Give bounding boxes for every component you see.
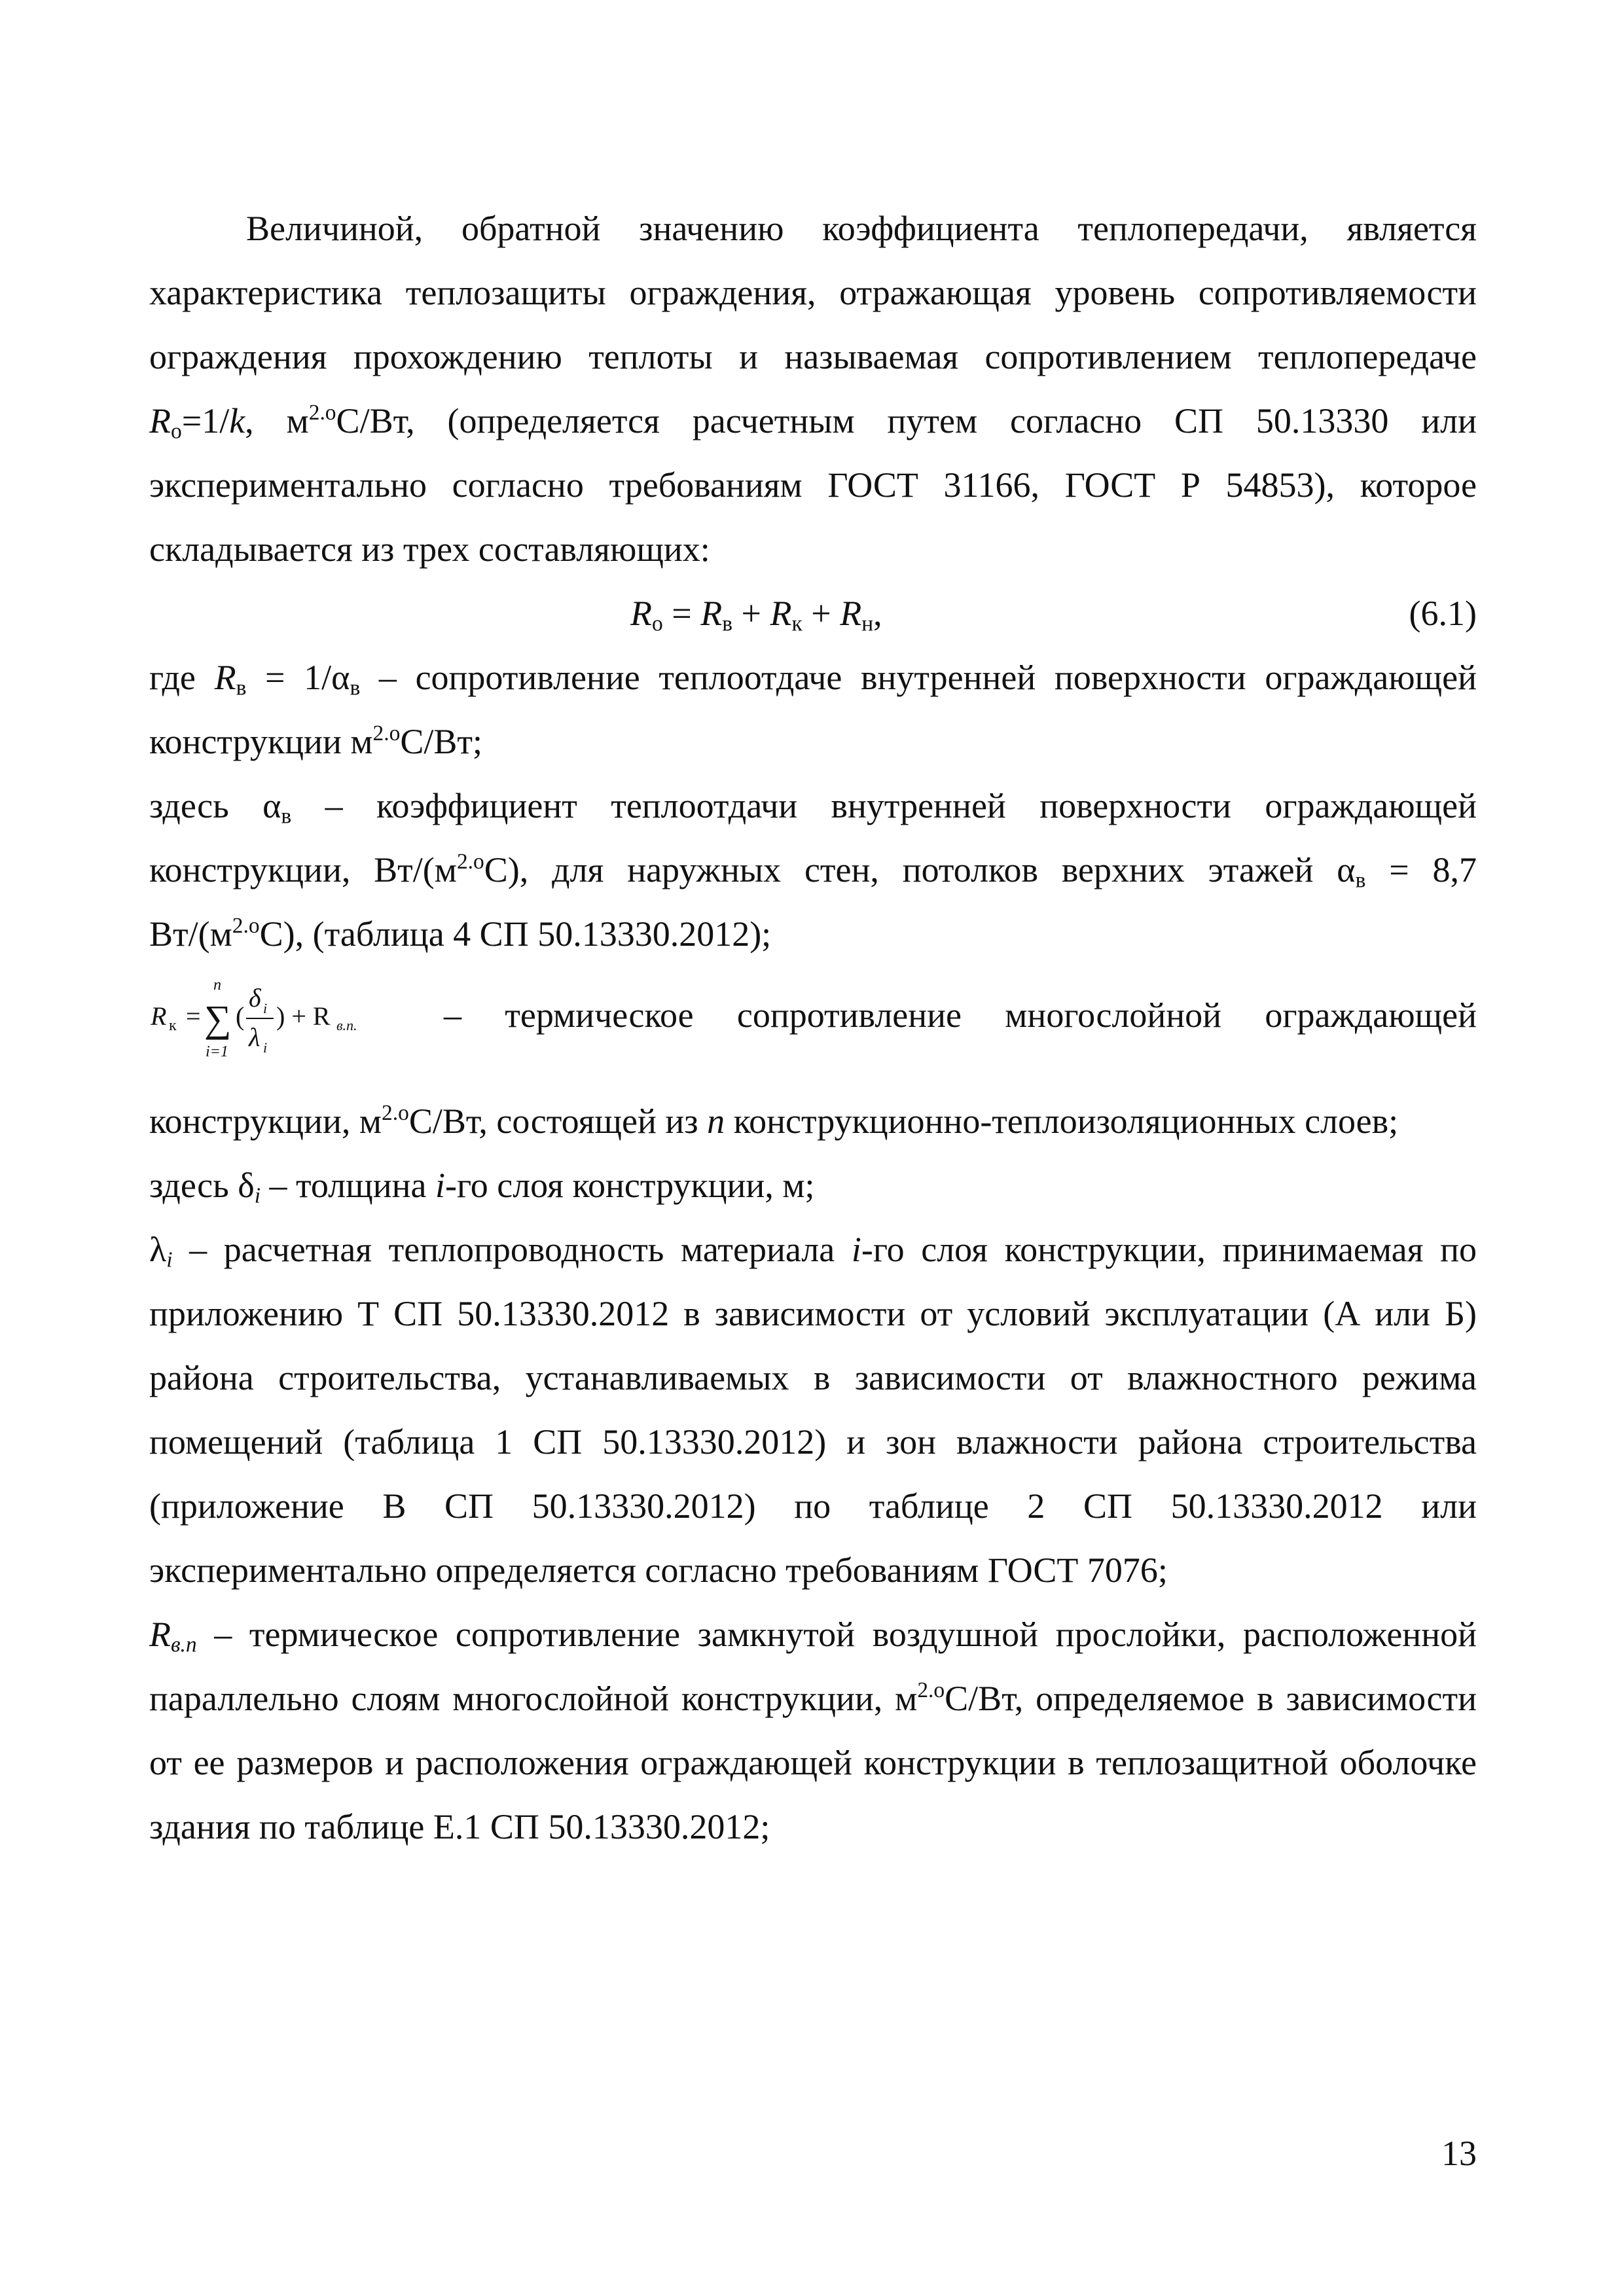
equation-6-1 (149, 581, 1477, 645)
body-text (149, 196, 1477, 1859)
fraction-numerator: δ (249, 983, 261, 1013)
rk-lhs-sub: к (169, 1017, 177, 1034)
fraction-denominator: λ (249, 1022, 261, 1052)
sigma-upper-limit: n (213, 977, 221, 994)
definition-rvp: $R_{в.п}$ – термическое сопротивление замкнутой воздушной прослойки, расположенной параллельно слоям многослойной конструкции, $м^{2.о}С/Вт$, определяемое в зависимости от ее размеров и расположения ограждающей конструкции в теплозащитной оболочке здания по таблице Е.1 СП 50.13330.2012; (149, 1615, 1477, 1846)
definition-rv: где $R_в = 1/\alpha_в$ – сопротивление теплоотдаче внутренней поверхности ограждающей конструкции $м^{2.о}С/Вт$; (149, 658, 1477, 761)
definition-lambda: $\lambda_i$ – расчетная теплопроводность материала i-го слоя конструкции, принимаемая по приложению Т СП 50.13330.2012 в зависимости от условий эксплуатации (А или Б) района строительства, устанавливаемых в зависимости от влажностного режима помещений (таблица 1 СП 50.13330.2012) и зон влажности района строительства (приложение В СП 50.13330.2012) по таблице 2 СП 50.13330.2012 или экспериментально определяется согласно требованиям ГОСТ 7076; (149, 1230, 1477, 1590)
rk-open-paren: ( (236, 1001, 245, 1031)
rk-equals: = (186, 1001, 201, 1031)
rk-lhs: R (151, 1001, 167, 1031)
rk-formula (149, 966, 416, 1064)
paragraph-intro: Величиной, обратной значению коэффициента теплопередачи, является характеристика теплозащиты ограждения, отражающая уровень сопротивляемости ограждения прохождению теплоты и называемая сопротивлением теплопередаче $R_о=1/k$, $м^{2.о}С/Вт$, (определяется расчетным путем согласно СП 50.13330 или экспериментально согласно требованиям ГОСТ 31166, ГОСТ Р 54853), которое складывается из трех составляющих: (149, 209, 1477, 569)
rk-formula-row (149, 966, 1477, 1064)
rk-rvp-term: ) + R (276, 1001, 331, 1031)
rk-description: – термическое сопротивление многослойной ограждающей (444, 996, 1477, 1035)
numerator-index: i (263, 1000, 268, 1016)
sigma-lower-limit: i=1 (206, 1043, 228, 1060)
definition-delta: здесь $\delta_i$ – толщина i-го слоя конструкции, м; (149, 1166, 815, 1208)
denominator-index: i (263, 1039, 268, 1056)
definition-alpha: здесь $\alpha_в$ – коэффициент теплоотдачи внутренней поверхности ограждающей конструкции, $Вт/(м^{2.о}С)$, для наружных стен, потолков верхних этажей $\alpha_в = 8,7$ $Вт/(м^{2.о}С)$, (таблица 4 СП 50.13330.2012); (149, 786, 1477, 954)
rk-continuation: конструкции, $м^{2.о}С/Вт$, состоящей из n конструкционно-теплоизоляционных слоев; (149, 1100, 1399, 1141)
rvp-sub: в.п. (336, 1017, 357, 1033)
page-number: 13 (1441, 2134, 1477, 2173)
sigma-symbol: ∑ (204, 997, 232, 1040)
equation-number: (6.1) (1409, 594, 1477, 633)
equation-body: $R_о = R_в + R_к + R_н$, (630, 594, 882, 636)
